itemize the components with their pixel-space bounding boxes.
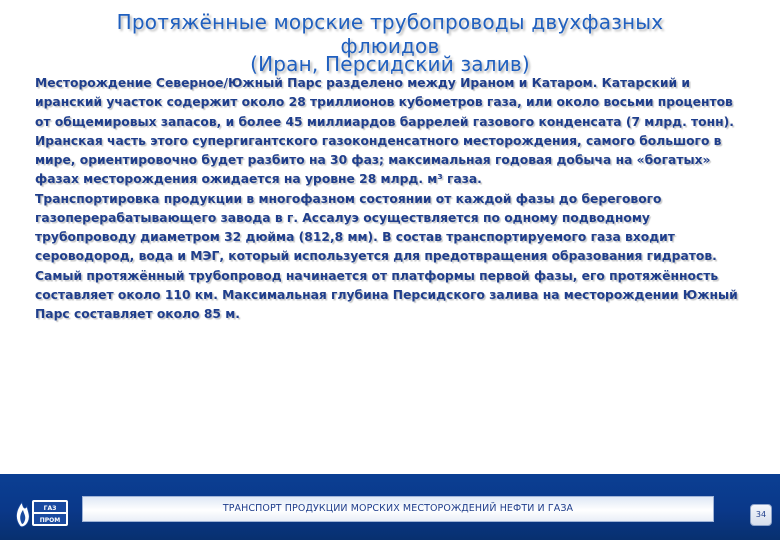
body-paragraph-3: Транспортировка продукции в многофазном состоянии от каждой фазы до берегового газоперерабатывающего завода в г. Ассалуэ осуществляется по одному подводному трубопроводу диаметром 32 дюйма (812,8 мм). В состав транспортируемого газа входит сероводород, вода и МЭГ, который используется для предотвращения образования гидратов.: [35, 191, 717, 264]
footer-bar: [0, 474, 780, 540]
page-number: 34: [750, 504, 772, 526]
title-line-1: Протяжённые морские трубопроводы двухфазных: [116, 10, 664, 34]
body-paragraph-4: Самый протяжённый трубопровод начинается от платформы первой фазы, его протяжённость составляет около 110 км. Максимальная глубина Персидского залива на месторождении Южный Парс составляет около 85 м.: [35, 268, 738, 321]
title-line-2: флюидов: [340, 34, 440, 58]
svg-text:ГАЗ: ГАЗ: [43, 505, 57, 512]
body-paragraph-1: Месторождение Северное/Южный Парс разделено между Ираном и Катаром. Катарский и иранский участок содержит около 28 триллионов кубометров газа, или около восьми процентов от общемировых запасов, и более 45 миллиардов баррелей газового конденсата (7 млрд. тонн).: [35, 76, 734, 129]
svg-text:ПРОМ: ПРОМ: [39, 517, 61, 524]
slide-title: [40, 10, 740, 76]
footer-strip: [82, 496, 714, 522]
gazprom-logo-icon: [10, 488, 72, 532]
slide-body: [35, 74, 743, 324]
body-paragraph-2: Иранская часть этого супергигантского газоконденсатного месторождения, самого большого в мире, ориентировочно будет разбито на 30 фаз; максимальная годовая добыча на «богатых» фазах месторождения ожидается на уровне 28 млрд. м³ газа.: [35, 133, 722, 187]
footer-title: ТРАНСПОРТ ПРОДУКЦИИ МОРСКИХ МЕСТОРОЖДЕНИЙ НЕФТИ И ГАЗА: [222, 503, 574, 514]
title-line-3: (Иран, Персидский залив): [250, 52, 530, 76]
